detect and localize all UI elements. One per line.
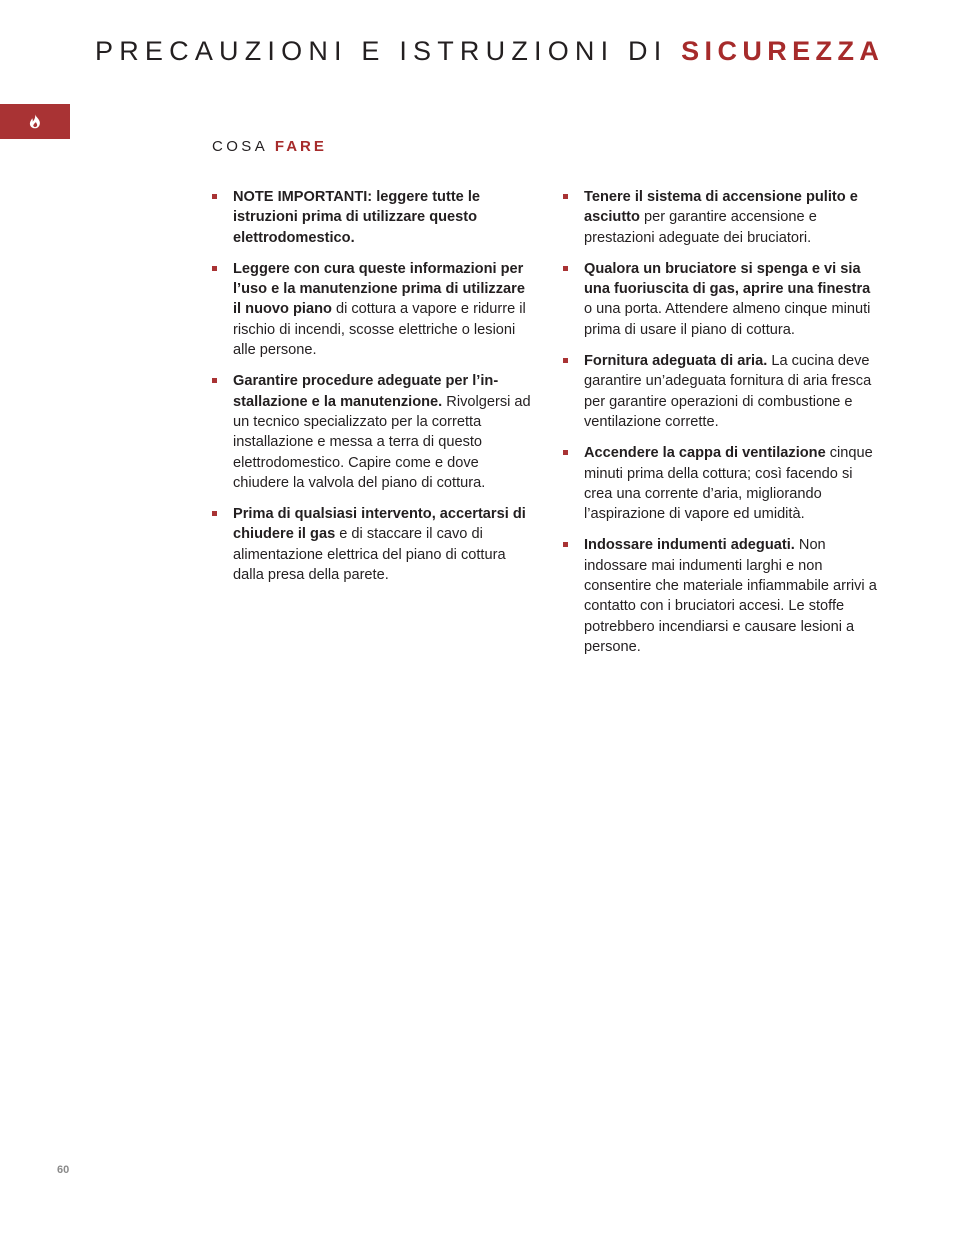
instruction-item: [563, 535, 878, 657]
section-heading: [212, 138, 327, 155]
bullet-icon: [212, 511, 217, 516]
instruction-bold: Accendere la cappa di ventilazione: [584, 445, 826, 462]
page-number: 60: [57, 1164, 70, 1176]
left-instruction-list: [212, 187, 532, 596]
section-heading-accent: FARE: [274, 138, 327, 155]
flame-icon: [29, 114, 41, 129]
bullet-icon: [563, 450, 568, 455]
instruction-bold: Qualora un bruciatore si spenga e vi sia una fuoriuscita di gas, aprire una finestra: [584, 260, 871, 298]
instruction-bold: Leggere con cura queste informazioni per l’uso e la manutenzione prima di utilizzare il nuovo piano: [233, 260, 525, 318]
instruction-text: di cottura a vapore e ridurre il rischio di incendi, scosse elettriche o lesioni alle persone.: [233, 301, 526, 359]
instruction-bold: Prima di qualsiasi intervento, accertarsi di chiudere il gas: [233, 506, 526, 543]
instruction-item: [212, 259, 532, 360]
page-title-plain: PRECAUZIONI E ISTRUZIONI DI: [95, 36, 682, 66]
bullet-icon: [563, 194, 568, 199]
instruction-item: [212, 187, 532, 248]
page-title-accent: SICUREZZA: [681, 36, 885, 66]
instruction-text: Non indossare mai indumenti larghi e non consentire che materiale infiammabile arrivi a contatto con i bruciatori accesi. Le stoffe potrebbero incendiarsi e causare lesioni a persone.: [584, 537, 877, 655]
instruction-item: [212, 504, 532, 585]
instruction-text: o una porta. Attendere almeno cinque minuti prima di usare il piano di cottura.: [584, 301, 871, 338]
instruction-text: e di staccare il cavo di alimentazione elettrica del piano di cottura dalla presa della parete.: [233, 526, 506, 584]
instruction-bold: NOTE IMPORTANTI: leggere tutte le istruzioni prima di utilizzare questo elettrodomestico.: [233, 189, 481, 246]
page-title: [95, 36, 884, 67]
instruction-item: [563, 259, 878, 340]
instruction-item: [563, 351, 878, 432]
instruction-text: Rivolgersi ad un tecnico specializzato per la corretta installazione e messa a terra di questo elettrodomestico. Capire come e dove chiudere la valvola del piano di cottura.: [233, 393, 531, 491]
section-tab: [0, 104, 70, 139]
bullet-icon: [212, 378, 217, 383]
instruction-item: [563, 187, 878, 248]
section-heading-plain: COSA: [212, 138, 275, 155]
instruction-text: La cucina deve garantire un’adeguata fornitura di aria fresca per garantire operazioni di combustione e ventilazione corrette.: [584, 353, 872, 430]
bullet-icon: [563, 542, 568, 547]
bullet-icon: [563, 266, 568, 271]
bullet-icon: [563, 358, 568, 363]
instruction-item: [563, 443, 878, 524]
bullet-icon: [212, 266, 217, 271]
instruction-bold: Fornitura adeguata di aria.: [584, 353, 768, 370]
instruction-bold: Tenere il sistema di accensione pulito e asciutto: [584, 189, 858, 226]
bullet-icon: [212, 194, 217, 199]
instruction-bold: Garantire procedure adeguate per l’installazione e la manutenzione.: [233, 373, 499, 410]
instruction-item: [212, 371, 532, 493]
instruction-text: per garantire accensione e prestazioni adeguate dei bruciatori.: [584, 209, 817, 246]
right-instruction-list: [563, 187, 878, 668]
instruction-bold: Indossare indumenti adeguati.: [584, 537, 795, 554]
instruction-text: cinque minuti prima della cottura; così facendo si crea una corrente d’aria, migliorando l’aspirazione di vapore ed umidità.: [584, 445, 873, 523]
